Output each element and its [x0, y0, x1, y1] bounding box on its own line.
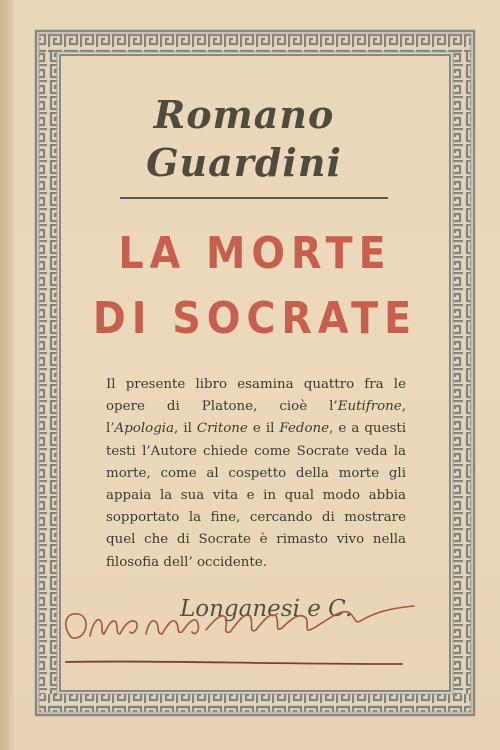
author-first-name: Romano: [153, 92, 335, 137]
publisher-name: Longanesi e C.: [180, 596, 353, 622]
blurb-italic-title: Critone: [196, 421, 248, 437]
blurb-segment: Il presente libro esamina quattro fra le opere di Platone, cioè l’: [106, 377, 406, 415]
blurb-segment: , l’: [106, 399, 406, 437]
blurb-italic-title: Eutifrone: [337, 399, 402, 415]
blurb-italic-title: Fedone: [279, 421, 330, 437]
blurb-segment: e il: [247, 421, 280, 437]
title-line-2: DI SOCRATE: [92, 293, 418, 344]
blurb-segment: , e a questi testi l’Autore chiede come Socrate veda la morte, come al cospetto della morte gli appaia la sua vita e in qual modo abbia sopportato la fine, cercando di mostrare quel che di Socrate è rimasto vivo nella filosofia dell’ occidente.: [106, 421, 406, 570]
blurb-segment: , il: [174, 421, 197, 437]
author-last-name: Guardini: [146, 140, 342, 185]
title-line-1: LA MORTE: [118, 228, 392, 279]
blurb-italic-title: Apologia: [114, 421, 175, 437]
